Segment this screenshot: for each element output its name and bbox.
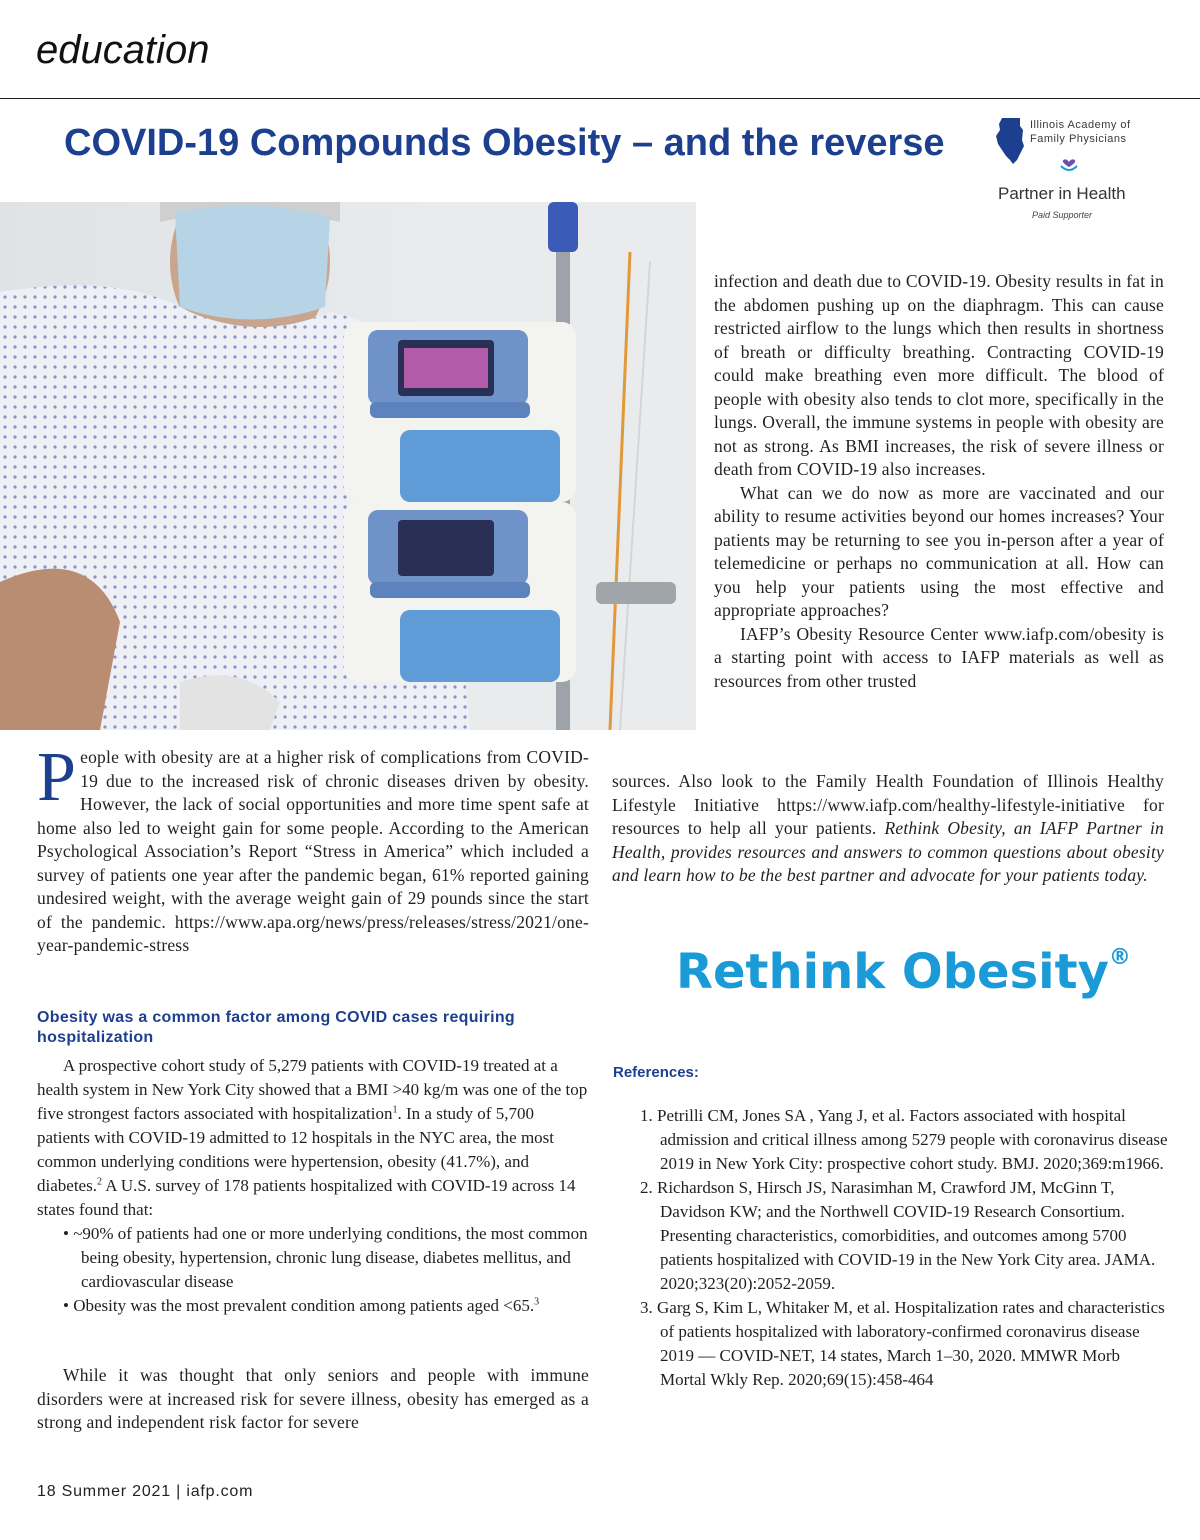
- logo-org-name: Illinois Academy of Family Physicians: [1030, 119, 1131, 145]
- right-paragraph-1: infection and death due to COVID-19. Obesity results in fat in the abdomen pushing up on the diaphragm. This can cause restricted airflow to the lungs which then results in shortness of breath or difficulty breathing. Contracting COVID-19 could make breathing even more difficult. The blood of people with obesity also tends to clot more, specifically in the lungs. Overall, the immune systems in people with obesity are not as strong. As BMI increases, the risk of severe illness or death from COVID-19 also increases.: [714, 271, 1164, 479]
- bullet-item: • ~90% of patients had one or more underlying conditions, the most common being obesity, hypertension, chronic lung disease, diabetes mellitus, and cardiovascular disease: [63, 1224, 588, 1291]
- right-paragraph-3-regular: sources. Also look to the Family Health Foundation of Illinois Healthy Lifestyle Initiative https://www.iafp.com/healthy-lifestyle-initiative for resources to help all your patients.: [612, 771, 1164, 838]
- section-subheading: Obesity was a common factor among COVID cases requiring hospitalization: [37, 1009, 515, 1046]
- right-paragraph-2: What can we do now as more are vaccinated and our ability to resume activities beyond our homes increases? Your patients may be returning to see you in-person after a year of telemedicine or perhaps no communication at all. How can you help your patients using the most effective and appropriate approaches?: [714, 482, 1164, 620]
- intro-text: eople with obesity are at a higher risk of complications from COVID-19 due to the increased risk of chronic diseases driven by obesity. However, the lack of social opportunities and more time spent safe at home also led to weight gain for some people. According to the American Psychological Association’s Report “Stress in America” which included a survey of patients one year after the pandemic began, 61% reported gaining undesired weight, with the average weight gain of 29 pounds since the start of the pandemic. https://www.apa.org/news/press/releases/stress/2021/one-year-pandemic-stress: [37, 747, 589, 955]
- reference-item: 1. Petrilli CM, Jones SA , Yang J, et al. Factors associated with hospital admission and critical illness among 5279 people with coronavirus disease 2019 in New York City: prospective cohort study. BMJ. 2020;369:m1966.: [640, 1106, 1168, 1173]
- bullet-item: • Obesity was the most prevalent condition among patients aged <65.$^3$: [63, 1296, 540, 1315]
- hospital-patient-infusion-photo: [0, 202, 696, 730]
- logo-paid-text: Paid Supporter: [1032, 210, 1093, 220]
- reference-item: 3. Garg S, Kim L, Whitaker M, et al. Hospitalization rates and characteristics of patients hospitalized with laboratory-confirmed coronavirus disease 2019 — COVID-NET, 14 states, March 1–30, 2020. MMWR Morb Mortal Wkly Rep. 2020;69(15):458-464: [640, 1298, 1165, 1389]
- header-divider: [0, 98, 1200, 99]
- illinois-state-icon: [990, 116, 1028, 166]
- right-paragraph-3-end: [612, 770, 1164, 888]
- rethink-logo-text: Rethink Obesity: [676, 944, 1109, 1000]
- study-section: [37, 1054, 589, 1318]
- drop-cap: P: [37, 739, 77, 816]
- registered-mark: ®: [1108, 945, 1131, 970]
- study-paragraph: A prospective cohort study of 5,279 patients with COVID-19 treated at a health system in New York City showed that a BMI >40 kg/m was one of the top five strongest factors associated with hospitalization$^1$. In a study of 5,700 patients with COVID-19 admitted to 12 hospitals in the NYC area, the most common underlying conditions were hypertension, obesity (41.7%), and diabetes.$^2$ A U.S. survey of 178 patients hospitalized with COVID-19 across 14 states found that:: [37, 1056, 588, 1219]
- heart-hands-icon: [1058, 152, 1080, 174]
- intro-paragraph: [37, 739, 589, 958]
- iafp-partner-logo: [990, 116, 1190, 224]
- references-list: [640, 1104, 1170, 1392]
- right-paragraph-3-italic: Rethink Obesity, an IAFP Partner in Health, provides resources and answers to common questions about obesity and learn how to be the best partner and advocate for your patients today.: [612, 818, 1164, 885]
- closing-paragraph: While it was thought that only seniors and people with immune disorders were at increased risk for severe illness, obesity has emerged as a strong and independent risk factor for severe: [37, 1365, 589, 1432]
- article-title: COVID-19 Compounds Obesity – and the reverse: [64, 122, 945, 164]
- right-column-wide-text: [612, 770, 1164, 888]
- page-footer: 18 Summer 2021 | iafp.com: [37, 1483, 254, 1500]
- references-heading: References:: [613, 1064, 699, 1081]
- section-label: education: [36, 28, 210, 72]
- right-paragraph-3-start: IAFP’s Obesity Resource Center www.iafp.com/obesity is a starting point with access to IAFP materials as well as resources from other trusted: [714, 623, 1164, 691]
- logo-partner-text: Partner in Health: [998, 184, 1126, 203]
- reference-item: 2. Richardson S, Hirsch JS, Narasimhan M, Crawford JM, McGinn T, Davidson KW; and the Northwell COVID-19 Research Consortium. Presenting characteristics, comorbidities, and outcomes among 5700 patients hospitalized with COVID-19 in the New York City area. JAMA. 2020;323(20):2052-2059.: [640, 1178, 1156, 1293]
- right-column-text: [714, 270, 1164, 693]
- rethink-obesity-logo: [676, 944, 1131, 1000]
